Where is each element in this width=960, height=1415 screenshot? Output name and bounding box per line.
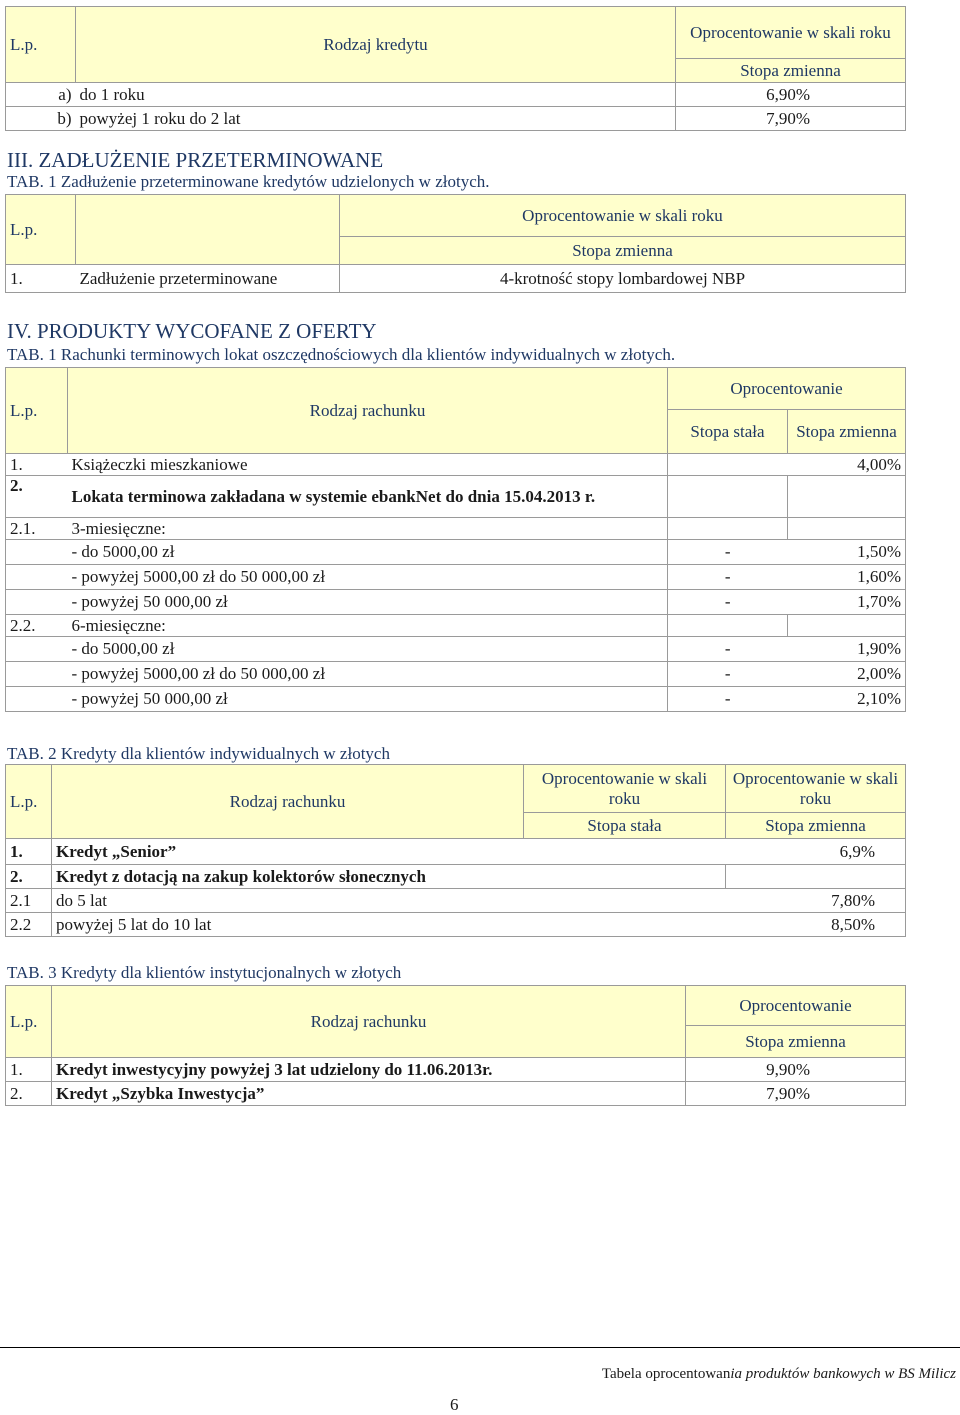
- row-name: do 5 lat: [52, 889, 524, 913]
- table-row: [6, 265, 906, 293]
- col-variable-rate-header: Stopa zmienna: [726, 813, 906, 839]
- row-variable: [788, 615, 906, 637]
- row-lp: 1.: [6, 839, 52, 865]
- row-variable: 1,90%: [788, 637, 906, 662]
- col-account-type-header: Rodzaj rachunku: [52, 765, 524, 839]
- overdue-debt-table: [5, 194, 906, 293]
- table-caption-individual-credits: TAB. 2 Kredyty dla klientów indywidualnych w złotych: [7, 744, 390, 763]
- row-name: 3-miesięczne:: [68, 518, 668, 540]
- table-row: [6, 1058, 906, 1082]
- row-lp: 2.1: [6, 889, 52, 913]
- row-name: - powyżej 5000,00 zł do 50 000,00 zł: [68, 565, 668, 590]
- row-name: do 1 roku: [76, 83, 676, 107]
- row-fixed: [524, 839, 726, 865]
- row-variable: 2,00%: [788, 662, 906, 687]
- table-caption-institutional-credits: TAB. 3 Kredyty dla klientów instytucjonalnych w złotych: [7, 963, 402, 982]
- col-rate-header: Oprocentowanie: [686, 986, 906, 1026]
- row-lp: 2.: [6, 865, 52, 889]
- table-row: [6, 107, 906, 131]
- row-variable: 4,00%: [788, 454, 906, 476]
- row-variable: 6,9%: [726, 839, 906, 865]
- row-lp: 1.: [6, 1058, 52, 1082]
- page-number: 6: [450, 1395, 459, 1414]
- col-variable-rate-header: Stopa zmienna: [686, 1026, 906, 1058]
- row-name: Kredyt „Senior”: [52, 839, 524, 865]
- col-rate-header: Oprocentowanie w skali roku: [340, 195, 906, 237]
- table-row: [6, 518, 906, 540]
- row-lp: [6, 662, 68, 687]
- row-rate: 6,90%: [676, 83, 906, 107]
- col-lp-header: L.p.: [6, 195, 76, 265]
- footer-title-part-a: Tabela oprocentowan: [601, 1366, 731, 1382]
- row-fixed: [668, 454, 788, 476]
- row-fixed: -: [668, 662, 788, 687]
- row-name: Kredyt inwestycyjny powyżej 3 lat udzielony do 11.06.2013r.: [52, 1058, 686, 1082]
- section-title-overdue: III. ZADŁUŻENIE PRZETERMINOWANE: [7, 148, 384, 172]
- col-rate-header-variable: Oprocentowanie w skali roku: [726, 765, 906, 813]
- row-lp: [6, 637, 68, 662]
- table-caption-overdue: TAB. 1 Zadłużenie przeterminowane kredytów udzielonych w złotych.: [7, 172, 490, 191]
- row-variable: 2,10%: [788, 687, 906, 712]
- table-row: [6, 913, 906, 937]
- col-empty-header: [76, 195, 340, 237]
- row-name: - do 5000,00 zł: [68, 540, 668, 565]
- section-title-withdrawn: IV. PRODUKTY WYCOFANE Z OFERTY: [7, 319, 377, 343]
- table-row: [6, 1082, 906, 1106]
- credit-rate-table-continued: [5, 6, 906, 131]
- col-variable-rate-header: Stopa zmienna: [676, 59, 906, 83]
- table-row: [6, 615, 906, 637]
- row-fixed: -: [668, 687, 788, 712]
- row-lp: 2.1.: [6, 518, 68, 540]
- col-lp-header: L.p.: [6, 986, 52, 1058]
- col-credit-type-header: Rodzaj kredytu: [76, 7, 676, 83]
- table-row: [6, 865, 906, 889]
- row-name: - powyżej 50 000,00 zł: [68, 687, 668, 712]
- institutional-credits-table: [5, 985, 906, 1106]
- row-lp: a): [6, 83, 76, 107]
- row-lp: [6, 590, 68, 615]
- row-fixed: -: [668, 565, 788, 590]
- row-name: - powyżej 5000,00 zł do 50 000,00 zł: [68, 662, 668, 687]
- col-variable-rate-header: Stopa zmienna: [788, 410, 906, 454]
- col-lp-header: L.p.: [6, 368, 68, 454]
- row-rate: 4-krotność stopy lombardowej NBP: [340, 265, 906, 293]
- row-lp: [6, 540, 68, 565]
- row-name: Zadłużenie przeterminowane: [76, 265, 340, 293]
- row-fixed: [668, 518, 788, 540]
- table-row: [6, 687, 906, 712]
- footer-rule: [0, 1347, 960, 1348]
- table-row: [6, 839, 906, 865]
- row-variable: 1,70%: [788, 590, 906, 615]
- table-row: [6, 637, 906, 662]
- table-row: [6, 889, 906, 913]
- table-row: [6, 540, 906, 565]
- row-name: Książeczki mieszkaniowe: [68, 454, 668, 476]
- row-variable: 7,80%: [726, 889, 906, 913]
- row-lp: b): [6, 107, 76, 131]
- row-variable: [788, 518, 906, 540]
- individual-credits-table: [5, 764, 906, 937]
- row-variable: [788, 476, 906, 518]
- row-name: powyżej 5 lat do 10 lat: [52, 913, 524, 937]
- row-fixed: -: [668, 637, 788, 662]
- col-empty-header: [76, 237, 340, 265]
- row-fixed: -: [668, 590, 788, 615]
- row-variable: 1,60%: [788, 565, 906, 590]
- table-caption-deposits: TAB. 1 Rachunki terminowych lokat oszczędnościowych dla klientów indywidualnych w złotych.: [7, 345, 676, 364]
- table-row: [6, 83, 906, 107]
- row-lp: 2.2.: [6, 615, 68, 637]
- row-fixed: -: [668, 540, 788, 565]
- col-rate-header-fixed: Oprocentowanie w skali roku: [524, 765, 726, 813]
- row-name: 6-miesięczne:: [68, 615, 668, 637]
- col-lp-header: L.p.: [6, 765, 52, 839]
- row-variable: [726, 865, 906, 889]
- col-fixed-rate-header: Stopa stała: [524, 813, 726, 839]
- row-lp: 1.: [6, 454, 68, 476]
- row-lp: 2.2: [6, 913, 52, 937]
- row-name: - do 5000,00 zł: [68, 637, 668, 662]
- col-fixed-rate-header: Stopa stała: [668, 410, 788, 454]
- row-name: - powyżej 50 000,00 zł: [68, 590, 668, 615]
- deposit-accounts-table: [5, 367, 906, 712]
- row-rate: 7,90%: [676, 107, 906, 131]
- col-lp-header: L.p.: [6, 7, 76, 83]
- col-rate-header: Oprocentowanie w skali roku: [676, 7, 906, 59]
- row-name: powyżej 1 roku do 2 lat: [76, 107, 676, 131]
- row-fixed: [524, 913, 726, 937]
- row-fixed: [668, 615, 788, 637]
- row-lp: 1.: [6, 265, 76, 293]
- footer-title-part-b: ia produktów bankowych w BS Milicz: [730, 1366, 956, 1382]
- table-row: [6, 662, 906, 687]
- table-row: [6, 454, 906, 476]
- row-lp: 2.: [6, 476, 68, 518]
- table-row: [6, 565, 906, 590]
- col-rate-header: Oprocentowanie: [668, 368, 906, 410]
- row-name: Kredyt z dotacją na zakup kolektorów słonecznych: [52, 865, 726, 889]
- row-variable: 1,50%: [788, 540, 906, 565]
- row-lp: [6, 565, 68, 590]
- row-variable: 8,50%: [726, 913, 906, 937]
- col-account-type-header: Rodzaj rachunku: [52, 986, 686, 1058]
- row-fixed: [668, 476, 788, 518]
- row-rate: 9,90%: [686, 1058, 906, 1082]
- table-row: [6, 590, 906, 615]
- table-row: [6, 476, 906, 518]
- row-name: Lokata terminowa zakładana w systemie ebankNet do dnia 15.04.2013 r.: [68, 476, 668, 518]
- row-rate: 7,90%: [686, 1082, 906, 1106]
- col-account-type-header: Rodzaj rachunku: [68, 368, 668, 454]
- footer-title: [602, 1366, 956, 1383]
- row-lp: [6, 687, 68, 712]
- col-variable-rate-header: Stopa zmienna: [340, 237, 906, 265]
- row-name: Kredyt „Szybka Inwestycja”: [52, 1082, 686, 1106]
- row-fixed: [524, 889, 726, 913]
- row-lp: 2.: [6, 1082, 52, 1106]
